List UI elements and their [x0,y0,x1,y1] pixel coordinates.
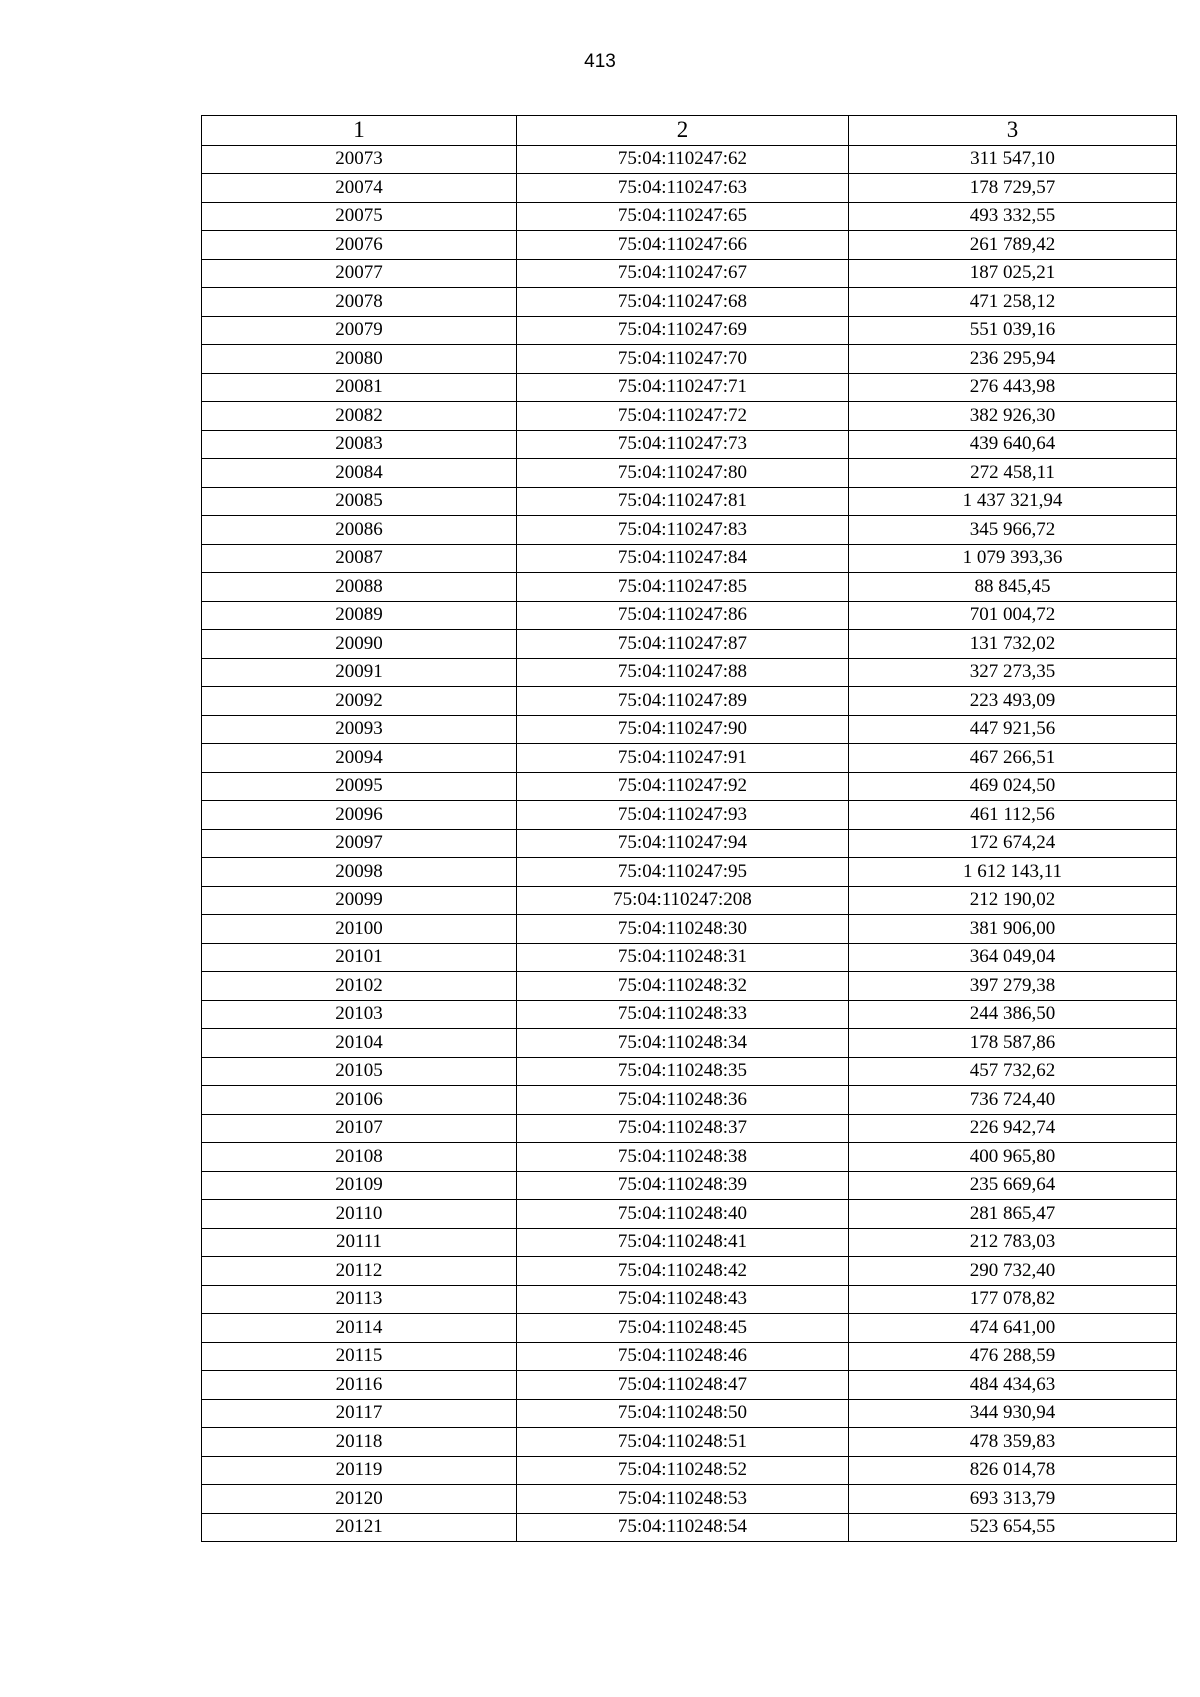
table-row [202,231,1177,260]
value-cell: 476 288,59 [849,1342,1177,1371]
table-row [202,801,1177,830]
row-number-cell: 20082 [202,402,517,431]
value-cell: 1 612 143,11 [849,858,1177,887]
value-cell: 736 724,40 [849,1086,1177,1115]
cadastral-number-cell: 75:04:110248:35 [517,1057,849,1086]
value-cell: 88 845,45 [849,573,1177,602]
table-row [202,202,1177,231]
table-row [202,1143,1177,1172]
cadastral-number-cell: 75:04:110247:66 [517,231,849,260]
data-table [201,115,1177,1542]
cadastral-number-cell: 75:04:110247:90 [517,715,849,744]
value-cell: 484 434,63 [849,1371,1177,1400]
value-cell: 478 359,83 [849,1428,1177,1457]
table-row [202,1200,1177,1229]
cadastral-number-cell: 75:04:110247:65 [517,202,849,231]
cadastral-number-cell: 75:04:110248:52 [517,1456,849,1485]
header-cell-col1: 1 [202,116,517,146]
table-row [202,972,1177,1001]
value-cell: 212 783,03 [849,1228,1177,1257]
table-row [202,1485,1177,1514]
header-cell-col2: 2 [517,116,849,146]
cadastral-number-cell: 75:04:110248:50 [517,1399,849,1428]
table-row [202,1000,1177,1029]
table-header [202,116,1177,146]
row-number-cell: 20107 [202,1114,517,1143]
table-row [202,1114,1177,1143]
value-cell: 469 024,50 [849,772,1177,801]
table-body [202,145,1177,1542]
value-cell: 178 587,86 [849,1029,1177,1058]
cadastral-number-cell: 75:04:110248:40 [517,1200,849,1229]
table-row [202,858,1177,887]
value-cell: 172 674,24 [849,829,1177,858]
value-cell: 235 669,64 [849,1171,1177,1200]
row-number-cell: 20105 [202,1057,517,1086]
row-number-cell: 20119 [202,1456,517,1485]
value-cell: 693 313,79 [849,1485,1177,1514]
table-row [202,1456,1177,1485]
row-number-cell: 20114 [202,1314,517,1343]
row-number-cell: 20088 [202,573,517,602]
table-row [202,772,1177,801]
row-number-cell: 20117 [202,1399,517,1428]
value-cell: 226 942,74 [849,1114,1177,1143]
row-number-cell: 20083 [202,430,517,459]
header-cell-col3: 3 [849,116,1177,146]
cadastral-number-cell: 75:04:110247:71 [517,373,849,402]
row-number-cell: 20101 [202,943,517,972]
cadastral-number-cell: 75:04:110247:91 [517,744,849,773]
value-cell: 1 437 321,94 [849,487,1177,516]
table-row [202,1029,1177,1058]
row-number-cell: 20091 [202,658,517,687]
row-number-cell: 20102 [202,972,517,1001]
row-number-cell: 20104 [202,1029,517,1058]
table-row [202,1428,1177,1457]
value-cell: 461 112,56 [849,801,1177,830]
cadastral-number-cell: 75:04:110248:32 [517,972,849,1001]
value-cell: 244 386,50 [849,1000,1177,1029]
row-number-cell: 20111 [202,1228,517,1257]
cadastral-number-cell: 75:04:110247:88 [517,658,849,687]
table-row [202,687,1177,716]
cadastral-number-cell: 75:04:110247:67 [517,259,849,288]
row-number-cell: 20078 [202,288,517,317]
value-cell: 467 266,51 [849,744,1177,773]
cadastral-number-cell: 75:04:110248:33 [517,1000,849,1029]
table-row [202,1371,1177,1400]
table-row [202,1057,1177,1086]
cadastral-number-cell: 75:04:110248:41 [517,1228,849,1257]
value-cell: 178 729,57 [849,174,1177,203]
value-cell: 381 906,00 [849,915,1177,944]
value-cell: 344 930,94 [849,1399,1177,1428]
value-cell: 281 865,47 [849,1200,1177,1229]
value-cell: 493 332,55 [849,202,1177,231]
cadastral-number-cell: 75:04:110248:47 [517,1371,849,1400]
row-number-cell: 20075 [202,202,517,231]
row-number-cell: 20120 [202,1485,517,1514]
header-row [202,116,1177,146]
value-cell: 311 547,10 [849,145,1177,174]
cadastral-number-cell: 75:04:110247:93 [517,801,849,830]
row-number-cell: 20097 [202,829,517,858]
row-number-cell: 20099 [202,886,517,915]
value-cell: 1 079 393,36 [849,544,1177,573]
row-number-cell: 20089 [202,601,517,630]
value-cell: 276 443,98 [849,373,1177,402]
cadastral-number-cell: 75:04:110247:89 [517,687,849,716]
table-row [202,259,1177,288]
row-number-cell: 20086 [202,516,517,545]
value-cell: 131 732,02 [849,630,1177,659]
cadastral-number-cell: 75:04:110247:63 [517,174,849,203]
cadastral-number-cell: 75:04:110248:37 [517,1114,849,1143]
value-cell: 212 190,02 [849,886,1177,915]
cadastral-number-cell: 75:04:110248:38 [517,1143,849,1172]
table-row [202,1314,1177,1343]
table-row [202,288,1177,317]
row-number-cell: 20073 [202,145,517,174]
value-cell: 236 295,94 [849,345,1177,374]
cadastral-number-cell: 75:04:110247:92 [517,772,849,801]
row-number-cell: 20112 [202,1257,517,1286]
value-cell: 187 025,21 [849,259,1177,288]
row-number-cell: 20077 [202,259,517,288]
row-number-cell: 20098 [202,858,517,887]
row-number-cell: 20076 [202,231,517,260]
row-number-cell: 20103 [202,1000,517,1029]
cadastral-number-cell: 75:04:110247:62 [517,145,849,174]
row-number-cell: 20095 [202,772,517,801]
value-cell: 364 049,04 [849,943,1177,972]
table-row [202,345,1177,374]
cadastral-number-cell: 75:04:110247:95 [517,858,849,887]
cadastral-number-cell: 75:04:110248:34 [517,1029,849,1058]
table-row [202,630,1177,659]
value-cell: 447 921,56 [849,715,1177,744]
row-number-cell: 20118 [202,1428,517,1457]
value-cell: 701 004,72 [849,601,1177,630]
cadastral-number-cell: 75:04:110247:86 [517,601,849,630]
value-cell: 439 640,64 [849,430,1177,459]
table-row [202,174,1177,203]
row-number-cell: 20106 [202,1086,517,1115]
value-cell: 290 732,40 [849,1257,1177,1286]
table-row [202,402,1177,431]
cadastral-number-cell: 75:04:110247:87 [517,630,849,659]
row-number-cell: 20110 [202,1200,517,1229]
table-row [202,943,1177,972]
table-row [202,316,1177,345]
table-row [202,829,1177,858]
cadastral-number-cell: 75:04:110247:73 [517,430,849,459]
value-cell: 223 493,09 [849,687,1177,716]
table-row [202,459,1177,488]
table-row [202,1228,1177,1257]
table-row [202,1171,1177,1200]
cadastral-number-cell: 75:04:110247:80 [517,459,849,488]
row-number-cell: 20079 [202,316,517,345]
value-cell: 327 273,35 [849,658,1177,687]
table-row [202,744,1177,773]
row-number-cell: 20115 [202,1342,517,1371]
row-number-cell: 20093 [202,715,517,744]
table-row [202,886,1177,915]
value-cell: 345 966,72 [849,516,1177,545]
row-number-cell: 20121 [202,1513,517,1542]
cadastral-number-cell: 75:04:110247:94 [517,829,849,858]
value-cell: 272 458,11 [849,459,1177,488]
cadastral-number-cell: 75:04:110247:84 [517,544,849,573]
table-row [202,487,1177,516]
row-number-cell: 20113 [202,1285,517,1314]
cadastral-number-cell: 75:04:110248:54 [517,1513,849,1542]
value-cell: 400 965,80 [849,1143,1177,1172]
table-row [202,1513,1177,1542]
cadastral-number-cell: 75:04:110247:70 [517,345,849,374]
value-cell: 382 926,30 [849,402,1177,431]
cadastral-number-cell: 75:04:110248:31 [517,943,849,972]
row-number-cell: 20081 [202,373,517,402]
value-cell: 177 078,82 [849,1285,1177,1314]
value-cell: 261 789,42 [849,231,1177,260]
cadastral-number-cell: 75:04:110247:68 [517,288,849,317]
cadastral-number-cell: 75:04:110248:30 [517,915,849,944]
table-row [202,1399,1177,1428]
value-cell: 474 641,00 [849,1314,1177,1343]
cadastral-number-cell: 75:04:110248:36 [517,1086,849,1115]
row-number-cell: 20096 [202,801,517,830]
row-number-cell: 20087 [202,544,517,573]
row-number-cell: 20092 [202,687,517,716]
cadastral-number-cell: 75:04:110247:85 [517,573,849,602]
table-row [202,430,1177,459]
table-row [202,1342,1177,1371]
cadastral-number-cell: 75:04:110247:83 [517,516,849,545]
value-cell: 457 732,62 [849,1057,1177,1086]
cadastral-number-cell: 75:04:110248:39 [517,1171,849,1200]
row-number-cell: 20080 [202,345,517,374]
cadastral-number-cell: 75:04:110247:72 [517,402,849,431]
row-number-cell: 20085 [202,487,517,516]
row-number-cell: 20074 [202,174,517,203]
cadastral-number-cell: 75:04:110248:53 [517,1485,849,1514]
table-row [202,658,1177,687]
table-row [202,516,1177,545]
cadastral-number-cell: 75:04:110248:43 [517,1285,849,1314]
cadastral-number-cell: 75:04:110247:69 [517,316,849,345]
page-number: 413 [584,51,616,72]
cadastral-number-cell: 75:04:110248:46 [517,1342,849,1371]
table-row [202,573,1177,602]
value-cell: 471 258,12 [849,288,1177,317]
cadastral-number-cell: 75:04:110248:45 [517,1314,849,1343]
row-number-cell: 20100 [202,915,517,944]
row-number-cell: 20109 [202,1171,517,1200]
table-row [202,601,1177,630]
row-number-cell: 20108 [202,1143,517,1172]
row-number-cell: 20094 [202,744,517,773]
table-row [202,373,1177,402]
cadastral-number-cell: 75:04:110247:81 [517,487,849,516]
cadastral-number-cell: 75:04:110248:42 [517,1257,849,1286]
table-row [202,1257,1177,1286]
row-number-cell: 20090 [202,630,517,659]
value-cell: 397 279,38 [849,972,1177,1001]
table-row [202,1285,1177,1314]
row-number-cell: 20084 [202,459,517,488]
table-row [202,915,1177,944]
table-row [202,544,1177,573]
table-row [202,715,1177,744]
table-row [202,1086,1177,1115]
value-cell: 826 014,78 [849,1456,1177,1485]
cadastral-number-cell: 75:04:110248:51 [517,1428,849,1457]
value-cell: 551 039,16 [849,316,1177,345]
row-number-cell: 20116 [202,1371,517,1400]
value-cell: 523 654,55 [849,1513,1177,1542]
cadastral-number-cell: 75:04:110247:208 [517,886,849,915]
table-row [202,145,1177,174]
